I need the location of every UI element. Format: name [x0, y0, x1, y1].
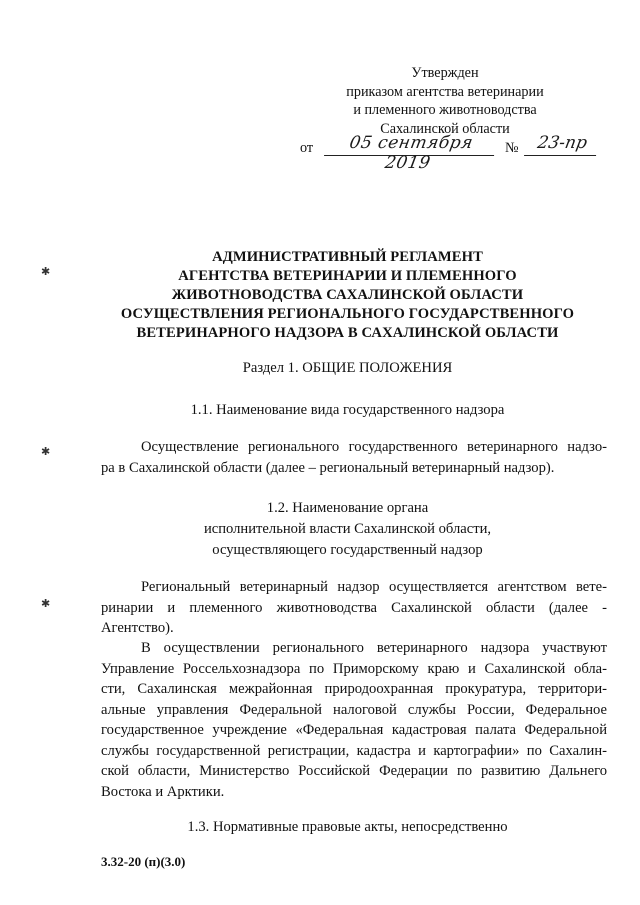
title-line-2: АГЕНТСТВА ВЕТЕРИНАРИИ И ПЛЕМЕННОГО — [178, 268, 517, 284]
subsection-1-1-heading-text: 1.1. Наименование вида государственного надзора — [190, 402, 505, 418]
order-number-handwritten: 23-пр — [524, 133, 600, 156]
paragraph-line: ской области, Министерство Российской Федерации по развитию Дальнего — [101, 763, 607, 779]
subsection-1-3-heading — [100, 817, 595, 838]
subsection-1-1-heading — [100, 400, 595, 421]
subsection-1-2-paragraph-1 — [101, 577, 607, 639]
paragraph-line: В осуществлении регионального ветеринарного надзора участвуют — [141, 640, 607, 656]
title-line-3: ЖИВОТНОВОДСТВА САХАЛИНСКОЙ ОБЛАСТИ — [171, 287, 524, 303]
paragraph-line: Региональный ветеринарный надзор осуществляется агентством вете- — [141, 579, 607, 595]
order-date-handwritten: 05 сентября 2019 — [324, 133, 498, 156]
approval-org-line: и племенного животноводства — [353, 102, 537, 118]
margin-punch-mark: ✱ — [41, 266, 51, 278]
title-line-1: АДМИНИСТРАТИВНЫЙ РЕГЛАМЕНТ — [212, 249, 483, 265]
paragraph-line: Агентство). — [101, 620, 174, 636]
subsection-1-3-heading-text: 1.3. Нормативные правовые акты, непосредственно — [187, 819, 508, 835]
order-date-number-line — [300, 133, 605, 173]
margin-punch-mark: ✱ — [41, 446, 51, 458]
subsection-1-1-paragraph — [101, 437, 607, 478]
paragraph-line: ра в Сахалинской области (далее – региональный ветеринарный надзор). — [101, 459, 555, 476]
document-title — [100, 248, 595, 343]
margin-punch-mark: ✱ — [41, 598, 51, 610]
order-from-label: от — [300, 140, 314, 156]
subsection-1-2-heading — [100, 498, 595, 561]
paragraph-line: Управление Россельхознадзора по Приморскому краю и Сахалинской обла- — [101, 660, 607, 677]
subsection-1-2-heading-line-1: 1.2. Наименование органа — [266, 500, 429, 516]
title-line-5: ВЕТЕРИНАРНОГО НАДЗОРА В САХАЛИНСКОЙ ОБЛАСТИ — [136, 325, 559, 341]
paragraph-line: службы государственной регистрации, кадастра и картографии» по Сахалин- — [101, 742, 607, 759]
order-number-label: № — [505, 140, 519, 156]
approval-order-line: приказом агентства ветеринарии — [346, 83, 544, 100]
approval-block — [290, 64, 600, 138]
title-line-4: ОСУЩЕСТВЛЕНИЯ РЕГИОНАЛЬНОГО ГОСУДАРСТВЕННОГО — [120, 306, 575, 322]
subsection-1-2-heading-line-2: исполнительной власти Сахалинской области, — [203, 521, 492, 537]
approval-title: Утвержден — [411, 65, 479, 81]
approval-region-line: Сахалинской области — [380, 120, 510, 137]
paragraph-line: государственное учреждение «Федеральная кадастровая палата Федеральной — [101, 722, 607, 738]
section-1-heading: Раздел 1. ОБЩИЕ ПОЛОЖЕНИЯ — [242, 360, 453, 376]
paragraph-line: Осуществление регионального государственного ветеринарного надзо- — [141, 439, 607, 455]
paragraph-line: Востока и Арктики. — [101, 783, 225, 800]
paragraph-line: сти, Сахалинская межрайонная природоохранная прокуратура, территори- — [101, 681, 607, 697]
paragraph-line: ринарии и племенного животноводства Сахалинской области (далее - — [101, 599, 607, 616]
subsection-1-2-heading-line-3: осуществляющего государственный надзор — [212, 542, 483, 558]
paragraph-line: альные управления Федеральной налоговой службы России, Федеральное — [101, 701, 607, 718]
subsection-1-2-paragraph-2 — [101, 638, 607, 802]
document-code: 3.32-20 (п)(3.0) — [101, 854, 186, 869]
